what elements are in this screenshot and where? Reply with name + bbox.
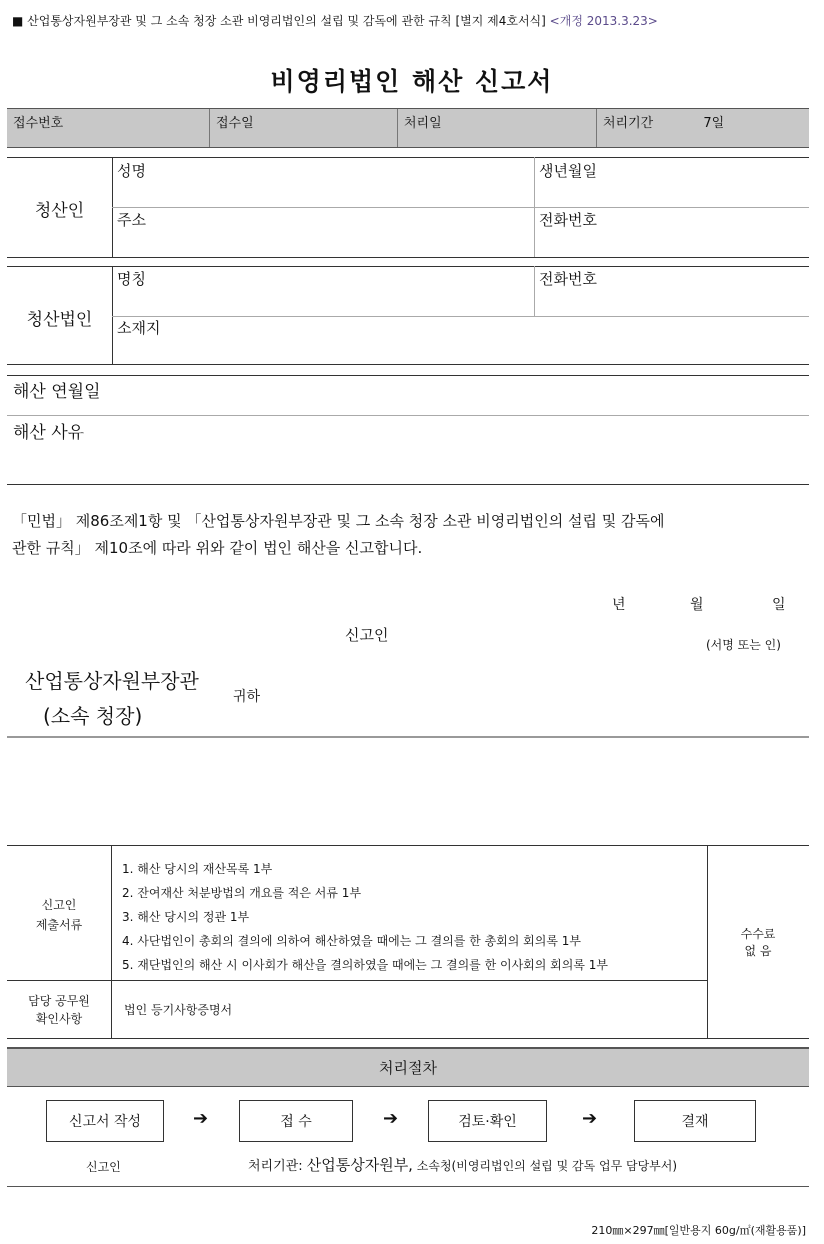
sign-note[interactable]: (서명 또는 인) [706,638,781,652]
day-field[interactable]: 일 [772,597,786,613]
revision-date: <개정 2013.3.23> [549,14,658,28]
recipient-subtitle: (소속 청장) [43,704,143,728]
arrow-right-icon: ➔ [193,1108,209,1129]
form-title: 비영리법인 해산 신고서 [270,67,554,96]
corp-name-field[interactable]: 명칭 [117,270,146,288]
corp-phone-field[interactable]: 전화번호 [539,270,597,288]
liquidation-corp-label: 청산법인 [26,310,93,330]
receipt-number-label: 접수번호 [13,116,64,131]
liquidator-name-field[interactable]: 성명 [117,162,146,180]
processed-date-field[interactable] [398,109,596,147]
list-item: 1. 해산 당시의 재산목록 1부 [122,862,273,876]
step-draft [46,1100,164,1142]
agency-prefix: 처리기관: [248,1159,307,1174]
divider [7,266,809,267]
official-check-label [7,992,111,1028]
official-check-content: 법인 등기사항증명서 [124,1003,233,1017]
arrow-right-icon: ➔ [582,1108,598,1129]
step-review [428,1100,547,1142]
statement-line-1: 「민법」 제86조제1항 및 「산업통상자원부장관 및 그 소속 청장 소관 비영리법인의 설립 및 감독에 [12,512,665,530]
receipt-date-field[interactable] [210,109,398,147]
reporter-label: 신고인 [345,626,389,644]
list-item: 5. 재단법인의 해산 시 이사회가 해산을 결의하였을 때에는 그 결의를 한 이사회의 회의록 1부 [122,958,608,972]
arrow-right-icon: ➔ [383,1108,399,1129]
divider [534,266,535,316]
documents-label-line: 신고인 [41,898,77,912]
receipt-date-label: 접수일 [216,116,254,131]
liquidator-phone-field[interactable]: 전화번호 [539,211,597,229]
statement-line-2: 관한 규칙」 제10조에 따라 위와 같이 법인 해산을 신고합니다. [12,539,423,557]
recipient-title: 산업통상자원부장관 [25,669,199,693]
divider [7,375,809,376]
year-field[interactable]: 년 [612,597,626,613]
receipt-number-field[interactable] [7,109,209,147]
dissolution-reason-field[interactable]: 해산 사유 [13,423,85,443]
processing-agency [248,1154,677,1175]
divider [7,364,809,365]
step-label: 신고서 작성 [68,1114,142,1130]
month-field[interactable]: 월 [690,597,704,613]
receipt-bar [7,108,809,148]
liquidator-birth-field[interactable]: 생년월일 [539,162,597,180]
divider [7,1038,809,1039]
divider [112,207,809,208]
period-label: 처리기간 [603,116,654,131]
step-label: 결재 [681,1114,709,1130]
procedure-header [7,1047,809,1087]
form-header [12,12,658,29]
fee-info [708,926,808,960]
divider [7,484,809,485]
corp-location-field[interactable]: 소재지 [117,319,161,337]
divider [7,980,707,981]
step-label: 검토·확인 [458,1114,517,1130]
divider [111,845,112,1038]
fee-value: 없 음 [744,944,772,958]
divider [112,316,809,317]
divider [7,845,809,846]
processing-period [597,109,807,147]
agency-main: 산업통상자원부, [306,1156,413,1174]
liquidator-address-field[interactable]: 주소 [117,211,146,229]
official-check-label-line: 담당 공무원 [28,994,90,1008]
divider [7,1186,809,1187]
period-value: 7일 [703,116,725,131]
divider [7,415,809,416]
fee-label: 수수료 [740,927,776,941]
list-item: 3. 해산 당시의 정관 1부 [122,910,250,924]
divider [7,736,809,738]
paper-spec: 210㎜×297㎜[일반용지 60g/㎡(재활용품)] [591,1224,806,1237]
divider [7,257,809,258]
divider [7,157,809,158]
applicant-label: 신고인 [86,1160,121,1174]
list-item: 4. 사단법인이 총회의 결의에 의하여 해산하였을 때에는 그 결의를 한 총회의 회의록 1부 [122,934,581,948]
law-reference: ■ 산업통상자원부장관 및 그 소속 청장 소관 비영리법인의 설립 및 감독에 관한 규칙 [별지 제4호서식] [12,14,546,28]
documents-label [7,895,111,935]
step-receive [239,1100,353,1142]
list-item: 2. 잔여재산 처분방법의 개요를 적은 서류 1부 [122,886,362,900]
divider [112,266,113,364]
statement-paragraph [12,508,807,562]
documents-label-line: 제출서류 [35,918,83,932]
procedure-title: 처리절차 [379,1059,437,1077]
step-label: 접 수 [280,1114,312,1130]
agency-detail: 소속청(비영리법인의 설립 및 감독 업무 담당부서) [412,1159,678,1173]
dissolution-date-field[interactable]: 해산 연월일 [13,382,101,402]
documents-list [122,857,608,977]
official-check-label-line: 확인사항 [35,1012,83,1026]
step-approve [634,1100,756,1142]
honorific: 귀하 [233,689,261,705]
processed-date-label: 처리일 [404,116,442,131]
liquidator-label: 청산인 [34,201,85,221]
